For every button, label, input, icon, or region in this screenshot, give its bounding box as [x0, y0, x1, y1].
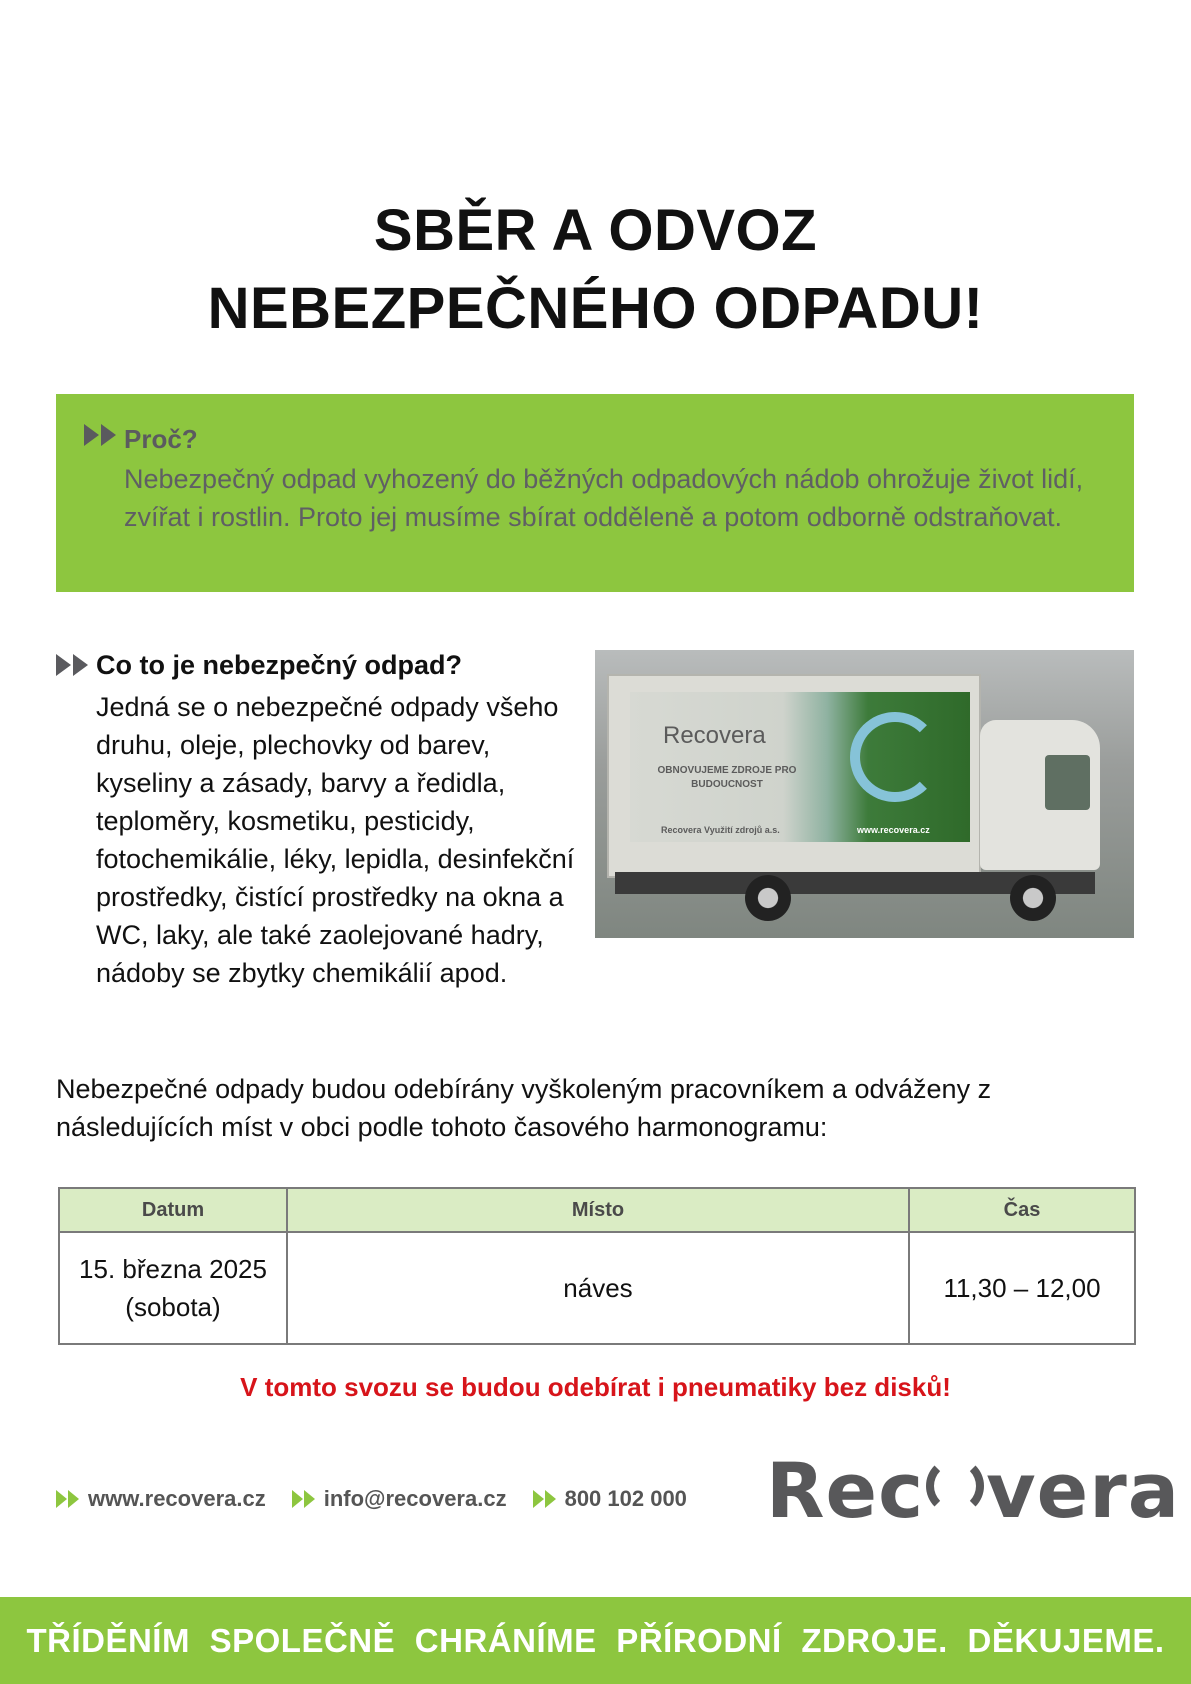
double-arrow-icon [56, 654, 90, 676]
date-line-2: (sobota) [125, 1292, 221, 1322]
why-heading: Proč? [124, 424, 198, 454]
double-arrow-icon [292, 1490, 316, 1508]
what-heading: Co to je nebezpečný odpad? [96, 650, 463, 680]
what-text: Jedná se o nebezpečné odpady všeho druhu, oleje, plechovky od barev, kyseliny a zásady, barvy a ředidla, teploměry, kosmetiku, pesticidy, fotochemikálie, léky, lepidla, desinfekční prostředky, čistící prostředky na okna a WC, laky, ale také zaolejované hadry, nádoby se zbytky chemikálií apod. [96, 692, 575, 988]
title-line-1: SBĚR A ODVOZ [373, 198, 818, 263]
footer-slogan: TŘÍDĚNÍM SPOLEČNĚ CHRÁNÍME PŘÍRODNÍ ZDROJE. DĚKUJEME. [26, 1621, 1165, 1659]
truck-slogan: OBNOVUJEME ZDROJE PRO BUDOUCNOST [657, 765, 797, 790]
table-row [59, 1232, 1135, 1344]
header-place: Místo [287, 1188, 909, 1232]
truck-url: www.recovera.cz [857, 825, 930, 835]
double-arrow-icon [84, 424, 118, 446]
recycle-arrows-icon [926, 1457, 984, 1515]
header-time: Čas [909, 1188, 1135, 1232]
schedule-table [58, 1187, 1136, 1345]
contact-email[interactable] [292, 1486, 507, 1512]
footer-banner [0, 1597, 1191, 1684]
title-line-2: NEBEZPEČNÉHO ODPADU! [207, 276, 984, 341]
truck-wheel [745, 875, 791, 921]
why-text: Nebezpečný odpad vyhozený do běžných odpadových nádob ohrožuje život lidí, zvířat i rostlin. Proto jej musíme sbírat odděleně a potom odborně odstraňovat. [124, 464, 1084, 532]
contact-bar [56, 1486, 713, 1512]
contact-phone[interactable] [533, 1486, 687, 1512]
recycle-icon [850, 712, 940, 802]
truck-company: Recovera Využití zdrojů a.s. [661, 825, 780, 835]
double-arrow-icon [56, 1490, 80, 1508]
truck-window [1045, 755, 1090, 810]
recovera-logo [766, 1446, 1180, 1535]
email-link[interactable]: info@recovera.cz [323, 1486, 507, 1511]
cell-date [59, 1232, 287, 1344]
truck-brand: Recovera [663, 722, 766, 749]
logo-text-end: vera [986, 1446, 1180, 1535]
cell-place: náves [287, 1232, 909, 1344]
tires-notice: V tomto svozu se budou odebírat i pneumatiky bez disků! [240, 1372, 951, 1402]
cell-time: 11,30 – 12,00 [909, 1232, 1135, 1344]
contact-website[interactable] [56, 1486, 266, 1512]
why-section [56, 394, 1134, 592]
logo-text-start: Rec [766, 1446, 925, 1535]
truck-wheel [1010, 875, 1056, 921]
truck-photo [595, 650, 1134, 938]
double-arrow-icon [533, 1490, 557, 1508]
date-line-1: 15. března 2025 [79, 1254, 267, 1284]
page-title [0, 192, 1191, 348]
intro-text: Nebezpečné odpady budou odebírány vyškoleným pracovníkem a odváženy z následujících míst v obci podle tohoto časového harmonogramu: [56, 1074, 992, 1142]
website-link[interactable]: www.recovera.cz [88, 1486, 266, 1511]
header-date: Datum [59, 1188, 287, 1232]
phone-link[interactable]: 800 102 000 [564, 1486, 687, 1511]
table-header-row [59, 1188, 1135, 1232]
